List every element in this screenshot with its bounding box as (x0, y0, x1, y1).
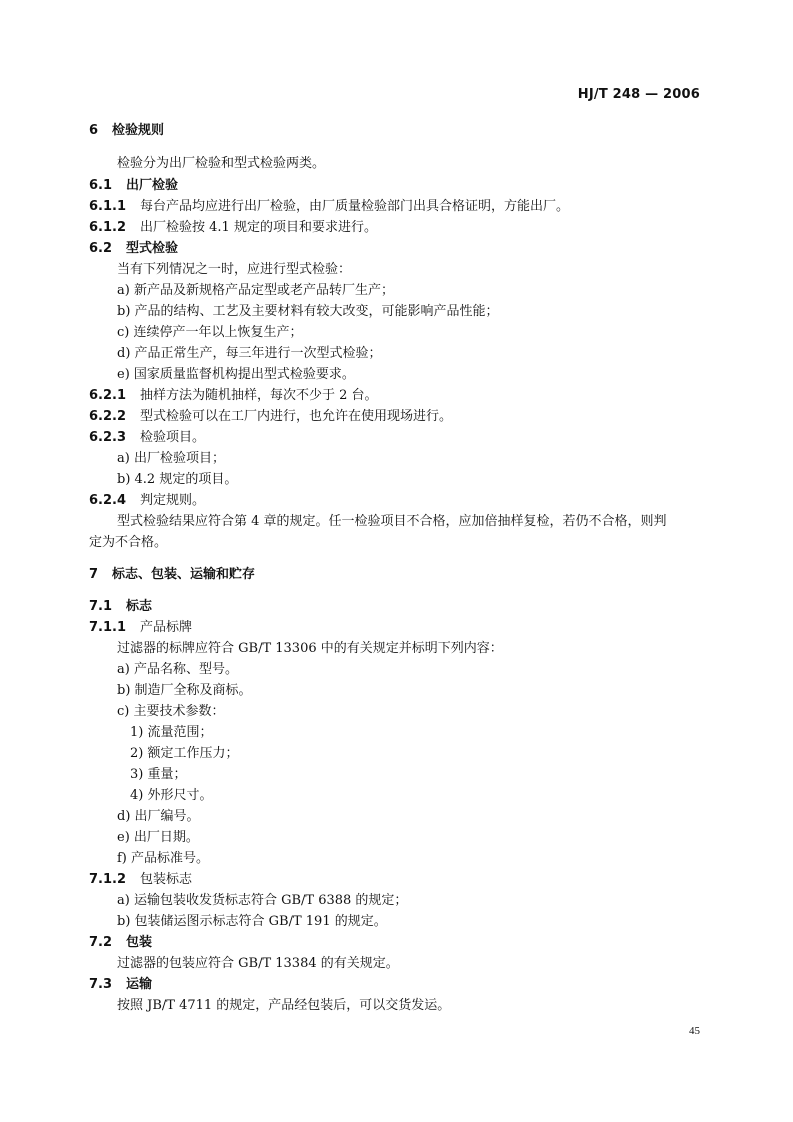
list-item: e) 国家质量监督机构提出型式检验要求。 (117, 367, 355, 382)
section-number: 6.2 (89, 241, 113, 256)
section-number: 6 (89, 123, 99, 138)
list-item: b) 制造厂全称及商标。 (117, 683, 252, 698)
standard-code-header: HJ/T 248 — 2006 (577, 87, 700, 102)
clause-number: 6.2.1 (89, 388, 127, 403)
list-item: b) 4.2 规定的项目。 (117, 472, 238, 487)
page-number: 45 (689, 1025, 700, 1037)
section-number: 7.3 (89, 977, 113, 992)
section-number: 7 (89, 567, 99, 582)
clause-6-1-2 (89, 218, 377, 238)
list-item: a) 新产品及新规格产品定型或老产品转厂生产； (117, 283, 394, 298)
section-number: 7.1 (89, 599, 113, 614)
paragraph: 型式检验结果应符合第 4 章的规定。任一检验项目不合格，应加倍抽样复检，若仍不合格，则判 (117, 514, 667, 529)
list-item: f) 产品标准号。 (117, 851, 210, 866)
paragraph: 当有下列情况之一时，应进行型式检验： (117, 262, 352, 277)
section-heading-7-1 (89, 597, 152, 617)
clause-7-1-1 (89, 618, 192, 638)
section-title: 包装 (126, 935, 153, 950)
section-heading-7 (89, 565, 255, 585)
list-item: a) 运输包装收发货标志符合 GB/T 6388 的规定； (117, 893, 408, 908)
list-item: c) 主要技术参数： (117, 704, 225, 719)
sub-list-item: 1) 流量范围； (130, 725, 213, 740)
section-heading-7-2 (89, 933, 152, 953)
list-item: d) 出厂编号。 (117, 809, 200, 824)
paragraph: 过滤器的标牌应符合 GB/T 13306 中的有关规定并标明下列内容： (117, 641, 503, 656)
clause-text: 每台产品均应进行出厂检验，由厂质量检验部门出具合格证明，方能出厂。 (140, 199, 570, 214)
section-heading-6-1 (89, 176, 178, 196)
list-item: a) 出厂检验项目； (117, 451, 225, 466)
sub-list-item: 4) 外形尺寸。 (130, 788, 213, 803)
clause-text: 出厂检验按 4.1 规定的项目和要求进行。 (140, 220, 377, 235)
list-item: c) 连续停产一年以上恢复生产； (117, 325, 303, 340)
section-number: 6.1 (89, 178, 113, 193)
clause-number: 6.2.4 (89, 493, 127, 508)
section-number: 7.2 (89, 935, 113, 950)
section-heading-7-3 (89, 975, 152, 995)
section-title: 标志、包装、运输和贮存 (112, 567, 256, 582)
clause-number: 6.2.2 (89, 409, 127, 424)
clause-6-2-1 (89, 386, 378, 406)
paragraph-continuation: 定为不合格。 (89, 535, 168, 550)
clause-number: 7.1.1 (89, 620, 127, 635)
clause-7-1-2 (89, 870, 192, 890)
list-item: d) 产品正常生产，每三年进行一次型式检验； (117, 346, 382, 361)
clause-text: 包装标志 (140, 872, 193, 887)
section-title: 运输 (126, 977, 153, 992)
paragraph: 按照 JB/T 4711 的规定，产品经包装后，可以交货发运。 (117, 998, 451, 1013)
list-item: a) 产品名称、型号。 (117, 662, 238, 677)
clause-text: 抽样方法为随机抽样，每次不少于 2 台。 (140, 388, 378, 403)
clause-number: 6.1.2 (89, 220, 127, 235)
clause-text: 检验项目。 (140, 430, 206, 445)
paragraph: 过滤器的包装应符合 GB/T 13384 的有关规定。 (117, 956, 399, 971)
list-item: e) 出厂日期。 (117, 830, 199, 845)
clause-text: 产品标牌 (140, 620, 193, 635)
sub-list-item: 3) 重量； (130, 767, 187, 782)
list-item: b) 产品的结构、工艺及主要材料有较大改变，可能影响产品性能； (117, 304, 499, 319)
section-heading-6-2 (89, 239, 178, 259)
clause-6-1-1 (89, 197, 569, 217)
clause-text: 判定规则。 (140, 493, 206, 508)
section-title: 检验规则 (112, 123, 165, 138)
clause-6-2-4 (89, 491, 205, 511)
clause-number: 6.1.1 (89, 199, 127, 214)
list-item: b) 包装储运图示标志符合 GB/T 191 的规定。 (117, 914, 387, 929)
clause-6-2-3 (89, 428, 205, 448)
section-title: 出厂检验 (126, 178, 179, 193)
clause-number: 6.2.3 (89, 430, 127, 445)
section-title: 型式检验 (126, 241, 179, 256)
clause-number: 7.1.2 (89, 872, 127, 887)
clause-6-2-2 (89, 407, 452, 427)
sub-list-item: 2) 额定工作压力； (130, 746, 239, 761)
paragraph: 检验分为出厂检验和型式检验两类。 (117, 156, 326, 171)
clause-text: 型式检验可以在工厂内进行，也允许在使用现场进行。 (140, 409, 453, 424)
section-heading-6 (89, 121, 164, 141)
section-title: 标志 (126, 599, 153, 614)
